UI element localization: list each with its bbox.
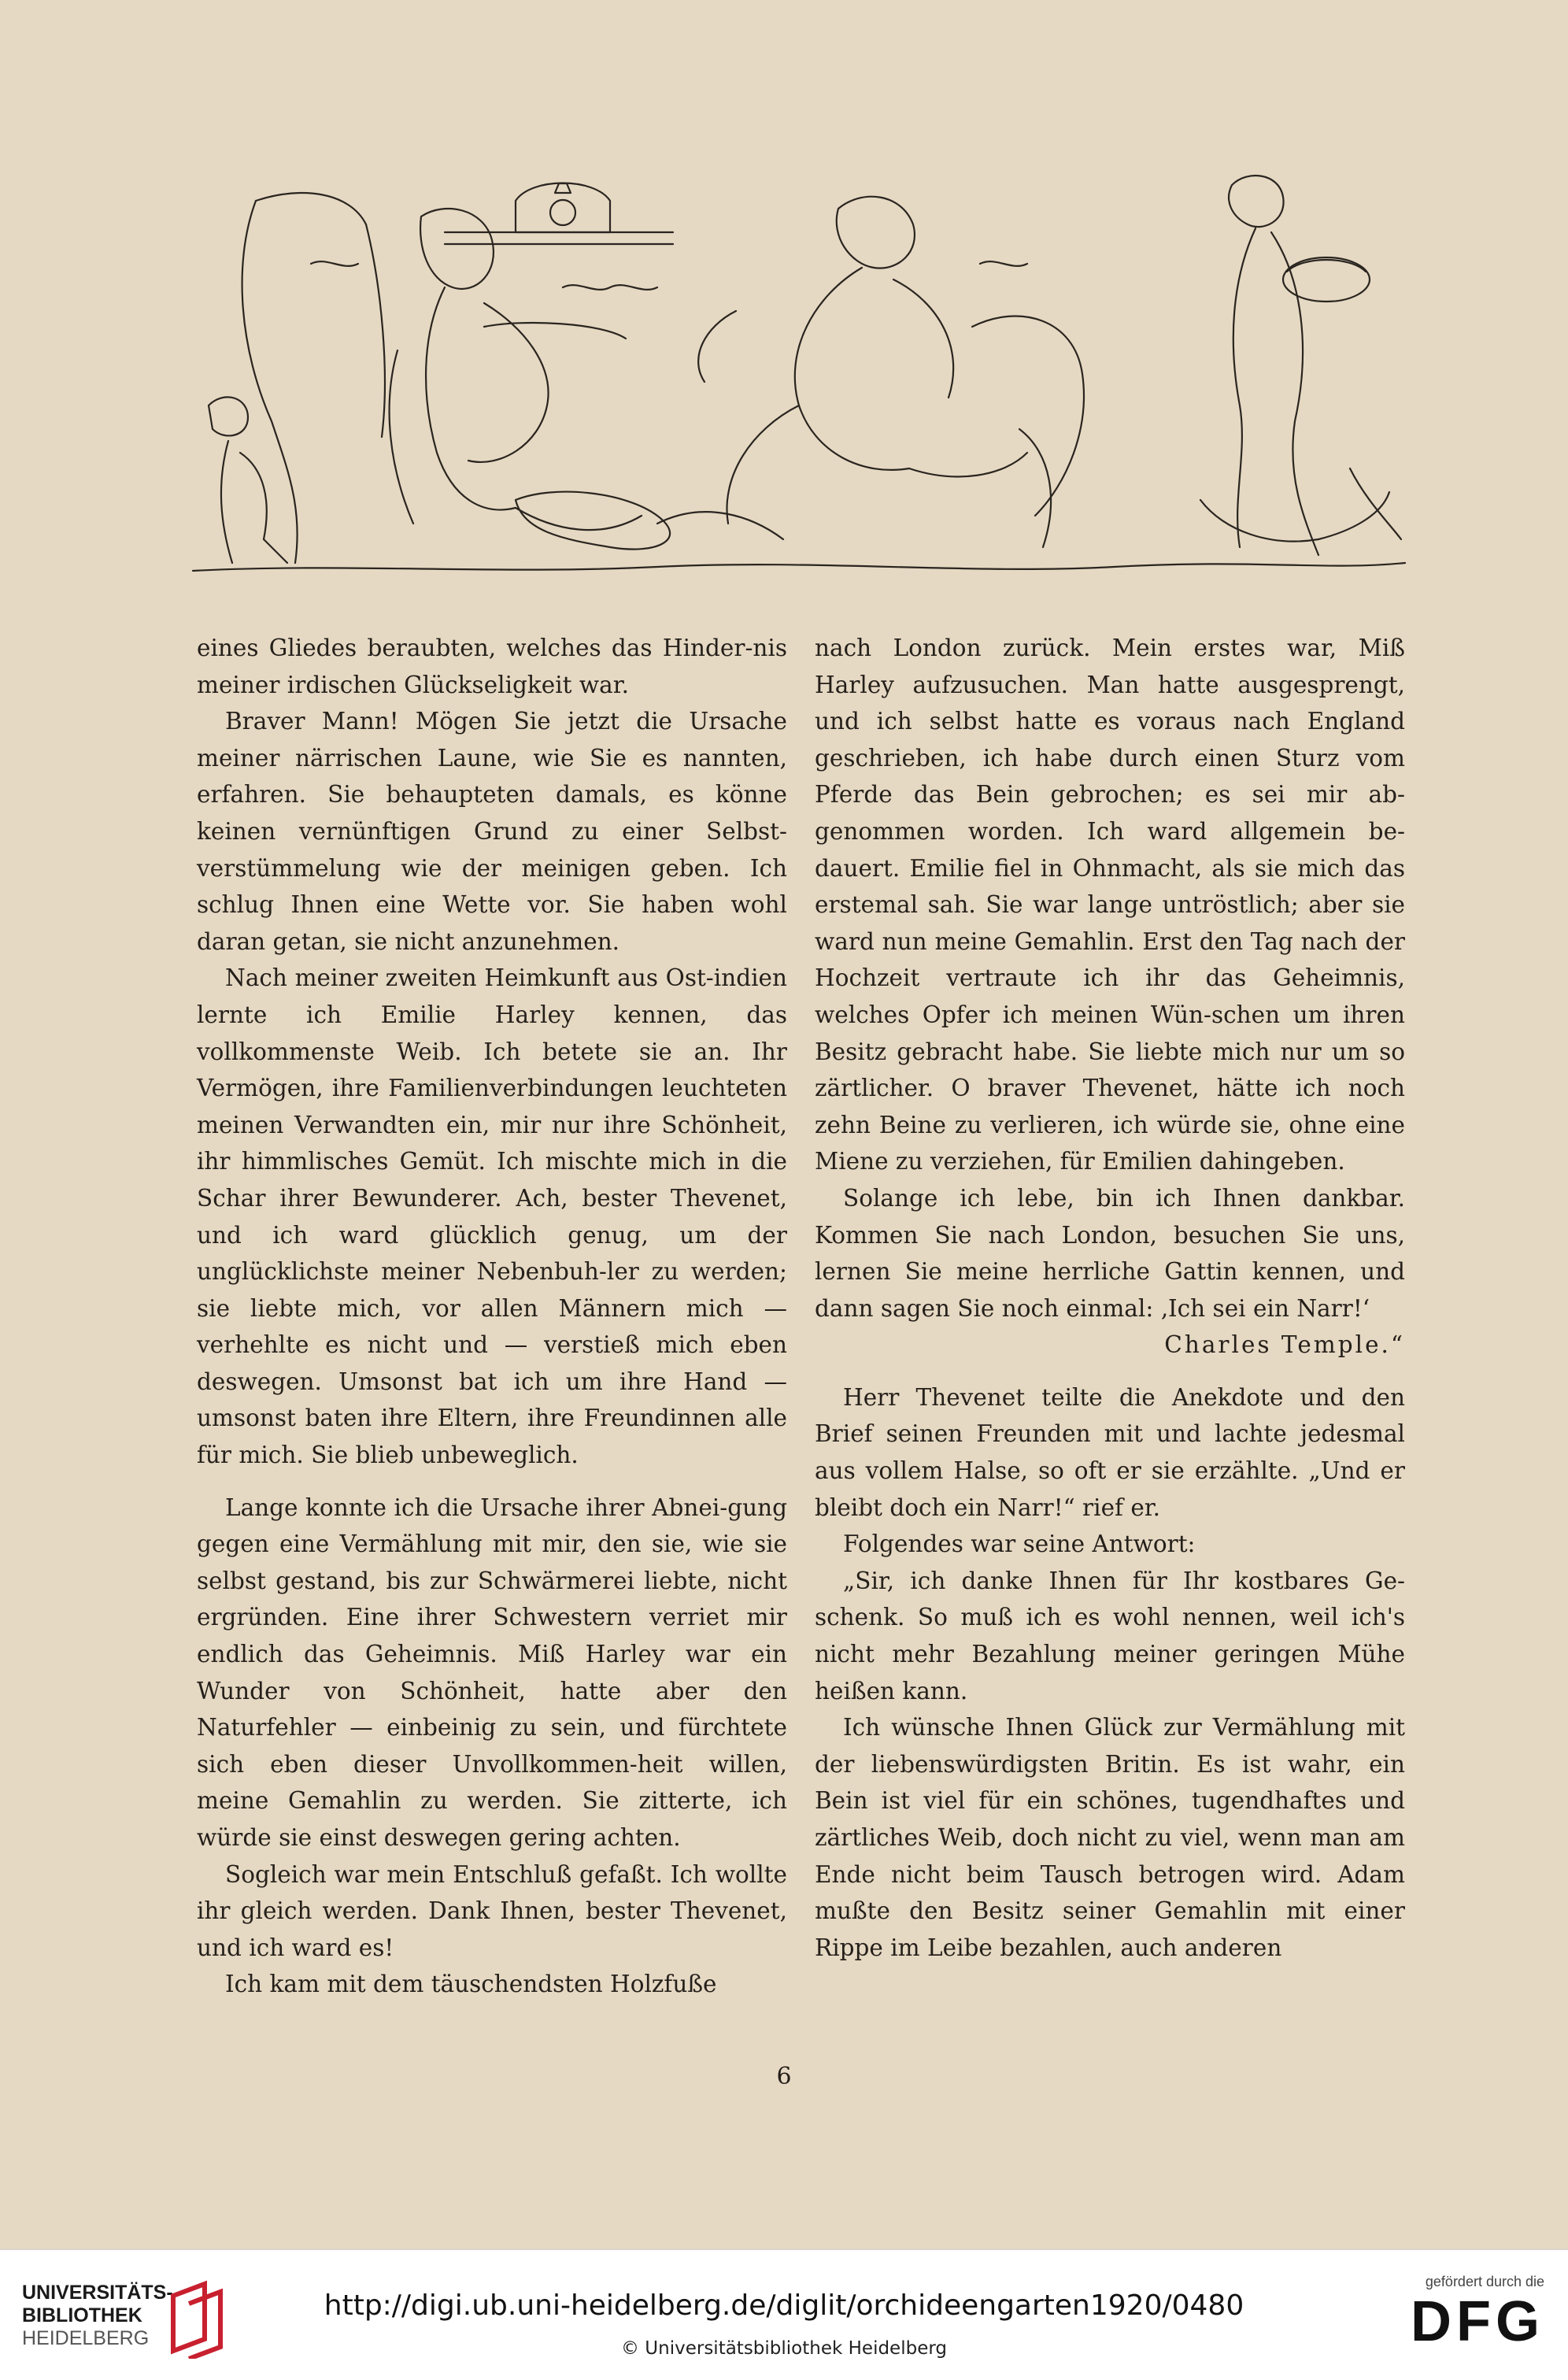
letter-signature: Charles Temple.“	[1164, 1331, 1405, 1359]
copyright-notice: © Universitätsbibliothek Heidelberg	[620, 2338, 947, 2359]
page-number: 6	[776, 2063, 792, 2090]
paragraph: Ich kam mit dem täuschendsten Holzfuße	[225, 1971, 717, 1998]
paragraph: eines Gliedes beraubten, welches das Hinder-nis meiner irdischen Glückseligkeit war.	[197, 635, 787, 698]
text-column-left	[197, 630, 787, 2003]
paragraph: Solange ich lebe, bin ich Ihnen dankbar. Kommen Sie nach London, besuchen Sie uns, lernen Sie meine herrliche Gattin kennen, und dann sagen Sie noch einmal: ‚Ich sei ein Narr!‘	[815, 1184, 1405, 1322]
paragraph: Nach meiner zweiten Heimkunft aus Ost-indien lernte ich Emilie Harley kennen, das vollkommenste Weib. Ich betete sie an. Ihr Vermögen, ihre Familienverbindungen leuchteten meinen Verwandten ein, mir nur ihre Schönheit, ihr himmlisches Gemüt. Ich mischte mich in die Schar ihrer Bewunderer. Ach, bester Thevenet, und ich ward glücklich genug, um der unglücklichste meiner Nebenbuh-ler zu werden; sie liebte mich, vor allen Männern mich — verhehlte es nicht und — verstieß mich eben deswegen. Umsonst bat ich um ihre Hand — umsonst baten ihre Eltern, ihre Freundinnen alle für mich. Sie blieb unbeweglich.	[197, 964, 787, 1469]
library-logo-text: UNIVERSITÄTS- BIBLIOTHEK HEIDELBERG	[22, 2282, 173, 2349]
dfg-wordmark: DFG	[1411, 2290, 1544, 2353]
permalink-url[interactable]: http://digi.ub.uni-heidelberg.de/diglit/orchideengarten1920/0480	[324, 2289, 1244, 2322]
paragraph: Lange konnte ich die Ursache ihrer Abnei-gung gegen eine Vermählung mit mir, den sie, wie sie selbst gestand, bis zur Schwärmerei liebte, nicht ergründen. Eine ihrer Schwestern verriet mir endlich das Geheimnis. Miß Harley war ein Wunder von Schönheit, hatte aber den Naturfehler — einbeinig zu sein, und fürchtete sich eben dieser Unvollkommen-heit willen, meine Gemahlin zu werden. Sie zitterte, ich würde sie einst deswegen gering achten.	[197, 1494, 787, 1851]
paragraph: Ich wünsche Ihnen Glück zur Vermählung mit der liebenswürdigsten Britin. Es ist wahr, ein Bein ist viel für ein schönes, tugendhaftes und zärtliches Weib, doch nicht zu viel, wenn man am Ende nicht beim Tausch betrogen wird. Adam mußte den Besitz seiner Gemahlin mit einer Rippe im Leibe bezahlen, auch anderen	[815, 1714, 1405, 1961]
pen-illustration	[185, 169, 1413, 587]
paragraph: Sogleich war mein Entschluß gefaßt. Ich wollte ihr gleich werden. Dank Ihnen, bester Thevenet, und ich ward es!	[197, 1860, 787, 1961]
paragraph: nach London zurück. Mein erstes war, Miß Harley aufzusuchen. Man hatte ausgesprengt, und ich selbst hatte es voraus nach England geschrieben, ich habe durch einen Sturz vom Pferde das Bein gebrochen; es sei mir ab-genommen worden. Ich ward allgemein be-dauert. Emilie fiel in Ohnmacht, als sie mich das erstemal sah. Sie war lange untröstlich; aber sie ward nun meine Gemahlin. Erst den Tag nach der Hochzeit vertraute ich ihr das Geheimnis, welches Opfer ich meinen Wün-schen um ihren Besitz gebracht habe. Sie liebte mich nur um so zärtlicher. O braver Thevenet, hätte ich noch zehn Beine zu verlieren, ich würde sie, ohne eine Miene zu verziehen, für Emilien dahingeben.	[815, 635, 1405, 1175]
dfg-funding-label: gefördert durch die	[1425, 2274, 1544, 2289]
paragraph: Folgendes war seine Antwort:	[843, 1531, 1196, 1558]
text-column-right	[815, 630, 1405, 1966]
paragraph: Herr Thevenet teilte die Anekdote und den Brief seinen Freunden mit und lachte jedesmal aus vollem Halse, so oft er sie erzählte. „Und er bleibt doch ein Narr!“ rief er.	[815, 1383, 1405, 1521]
footer-bar	[0, 2249, 1568, 2380]
dfg-logo[interactable]	[1411, 2274, 1544, 2353]
paragraph: „Sir, ich danke Ihnen für Ihr kostbares Ge-schenk. So muß ich es wohl nennen, weil ich's nicht mehr Bezahlung meiner geringen Mühe heißen kann.	[815, 1567, 1405, 1704]
paragraph: Braver Mann! Mögen Sie jetzt die Ursache meiner närrischen Laune, wie Sie es nannten, erfahren. Sie behaupteten damals, es könne keinen vernünftigen Grund zu einer Selbst-verstümmelung wie der meinigen geben. Ich schlug Ihnen eine Wette vor. Sie haben wohl daran getan, sie nicht anzunehmen.	[197, 708, 787, 955]
